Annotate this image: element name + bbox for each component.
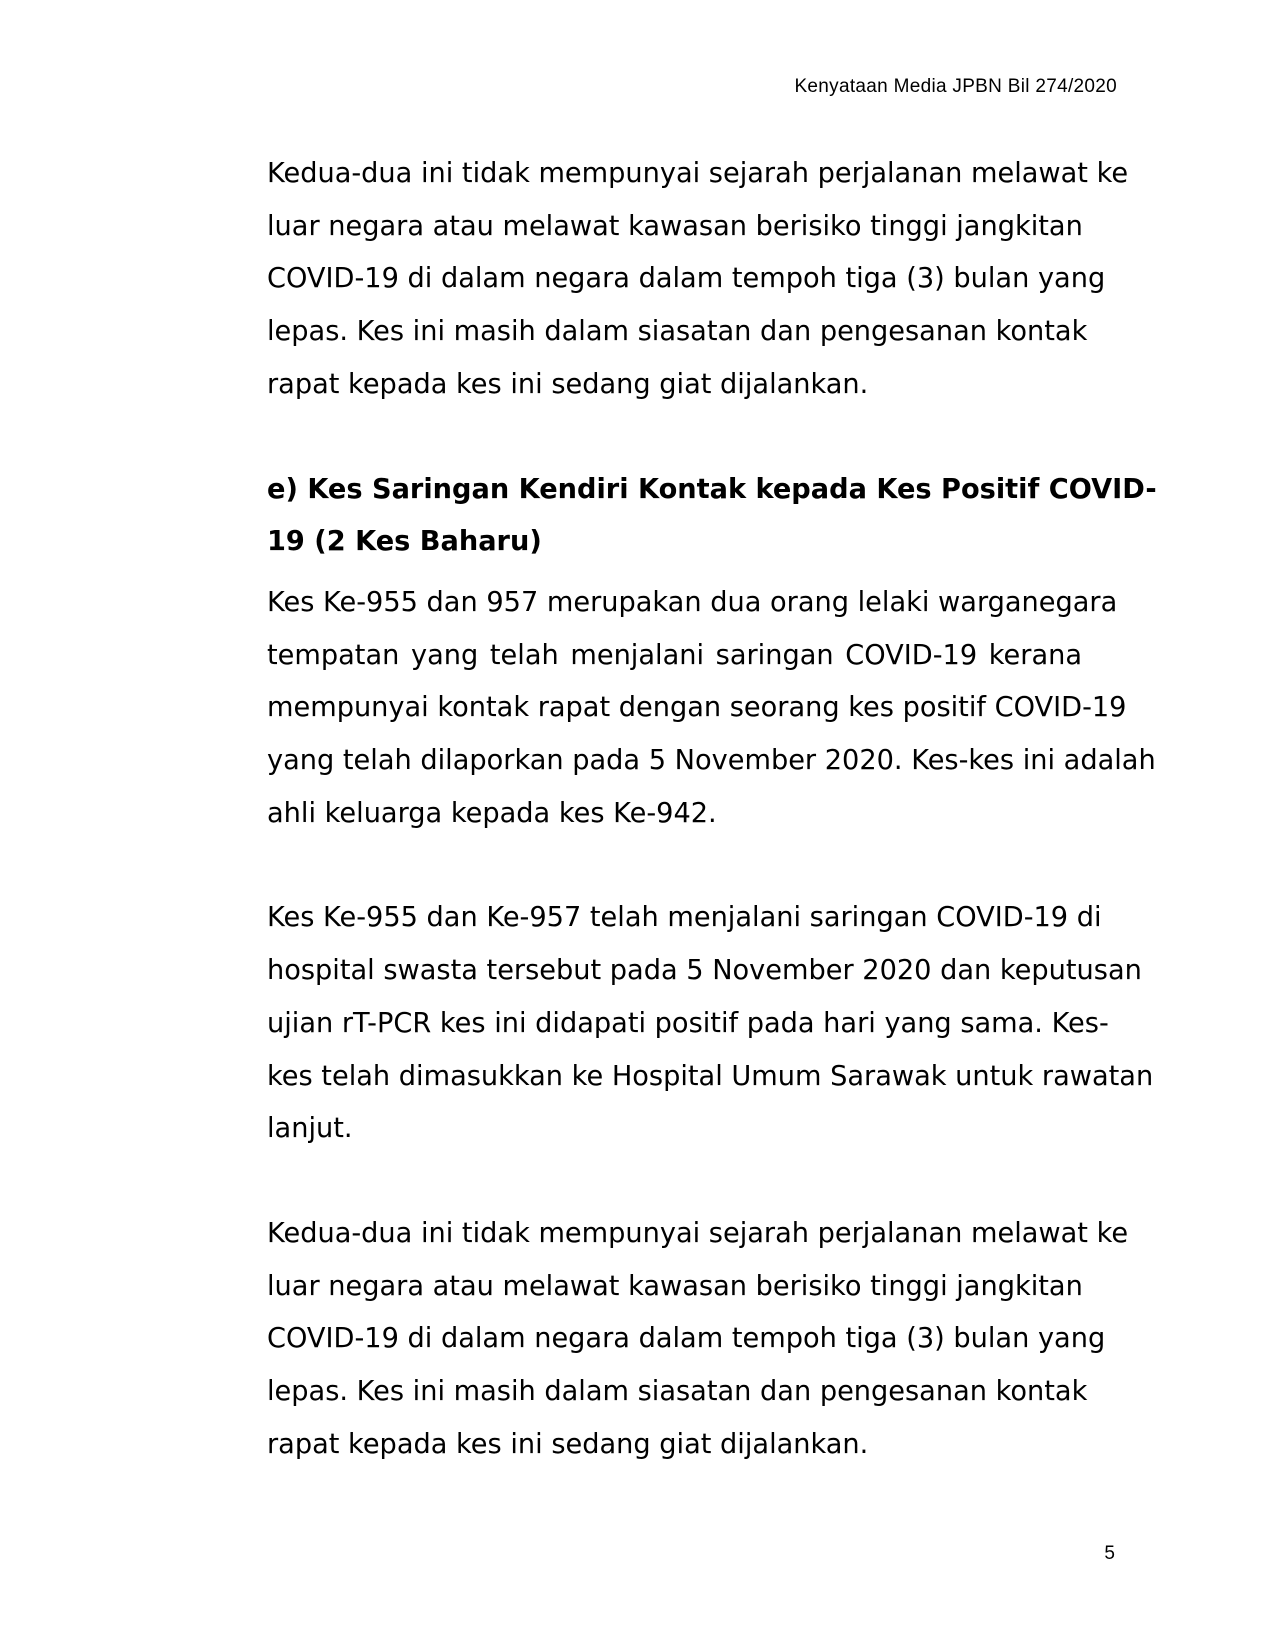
page-number: 5 xyxy=(1104,1543,1115,1564)
text-line: Kes Ke-955 dan Ke-957 telah menjalani saringan COVID-19 di xyxy=(267,902,1102,934)
text-line: rapat kepada kes ini sedang giat dijalankan. xyxy=(267,1428,869,1460)
text-line: luar negara atau melawat kawasan berisiko tinggi jangkitan xyxy=(267,1270,1083,1302)
text-line: Kes Ke-955 dan 957 merupakan dua orang lelaki warganegara xyxy=(267,586,1118,618)
text-line: COVID-19 di dalam negara dalam tempoh tiga (3) bulan yang xyxy=(267,1323,1106,1355)
text-line: lanjut. xyxy=(267,1113,353,1145)
text-line: tempatan yang telah menjalani saringan COVID-19 kerana xyxy=(267,639,1082,671)
paragraph-travel-history-1 xyxy=(267,148,1129,412)
paragraph-screening-result xyxy=(267,892,1154,1156)
text-line: luar negara atau melawat kawasan berisiko tinggi jangkitan xyxy=(267,210,1083,242)
text-line: lepas. Kes ini masih dalam siasatan dan pengesanan kontak xyxy=(267,1376,1088,1408)
text-line: COVID-19 di dalam negara dalam tempoh tiga (3) bulan yang xyxy=(267,263,1106,295)
paragraph-travel-history-2 xyxy=(267,1208,1129,1472)
document-body xyxy=(267,148,1157,1471)
text-line: yang telah dilaporkan pada 5 November 2020. Kes-kes ini adalah xyxy=(267,745,1156,777)
document-reference-header: Kenyataan Media JPBN Bil 274/2020 xyxy=(794,76,1117,97)
text-line: ujian rT-PCR kes ini didapati positif pada hari yang sama. Kes- xyxy=(267,1007,1109,1039)
text-line: ahli keluarga kepada kes Ke-942. xyxy=(267,797,717,829)
text-line: Kedua-dua ini tidak mempunyai sejarah perjalanan melawat ke xyxy=(267,158,1129,189)
heading-line: e) Kes Saringan Kendiri Kontak kepada Kes Positif COVID- xyxy=(267,473,1157,505)
spacer xyxy=(267,412,1082,464)
spacer xyxy=(267,569,1082,577)
text-line: kes telah dimasukkan ke Hospital Umum Sarawak untuk rawatan xyxy=(267,1060,1154,1092)
section-heading-e xyxy=(267,464,1157,569)
heading-line: 19 (2 Kes Baharu) xyxy=(267,526,542,558)
text-line: rapat kepada kes ini sedang giat dijalankan. xyxy=(267,368,869,400)
text-line: hospital swasta tersebut pada 5 November 2020 dan keputusan xyxy=(267,955,1142,987)
spacer xyxy=(267,840,1082,892)
text-line: Kedua-dua ini tidak mempunyai sejarah perjalanan melawat ke xyxy=(267,1217,1129,1249)
spacer xyxy=(267,1156,1082,1208)
text-line: mempunyai kontak rapat dengan seorang kes positif COVID-19 xyxy=(267,692,1127,724)
paragraph-case-description xyxy=(267,577,1156,841)
text-line: lepas. Kes ini masih dalam siasatan dan pengesanan kontak xyxy=(267,316,1088,348)
